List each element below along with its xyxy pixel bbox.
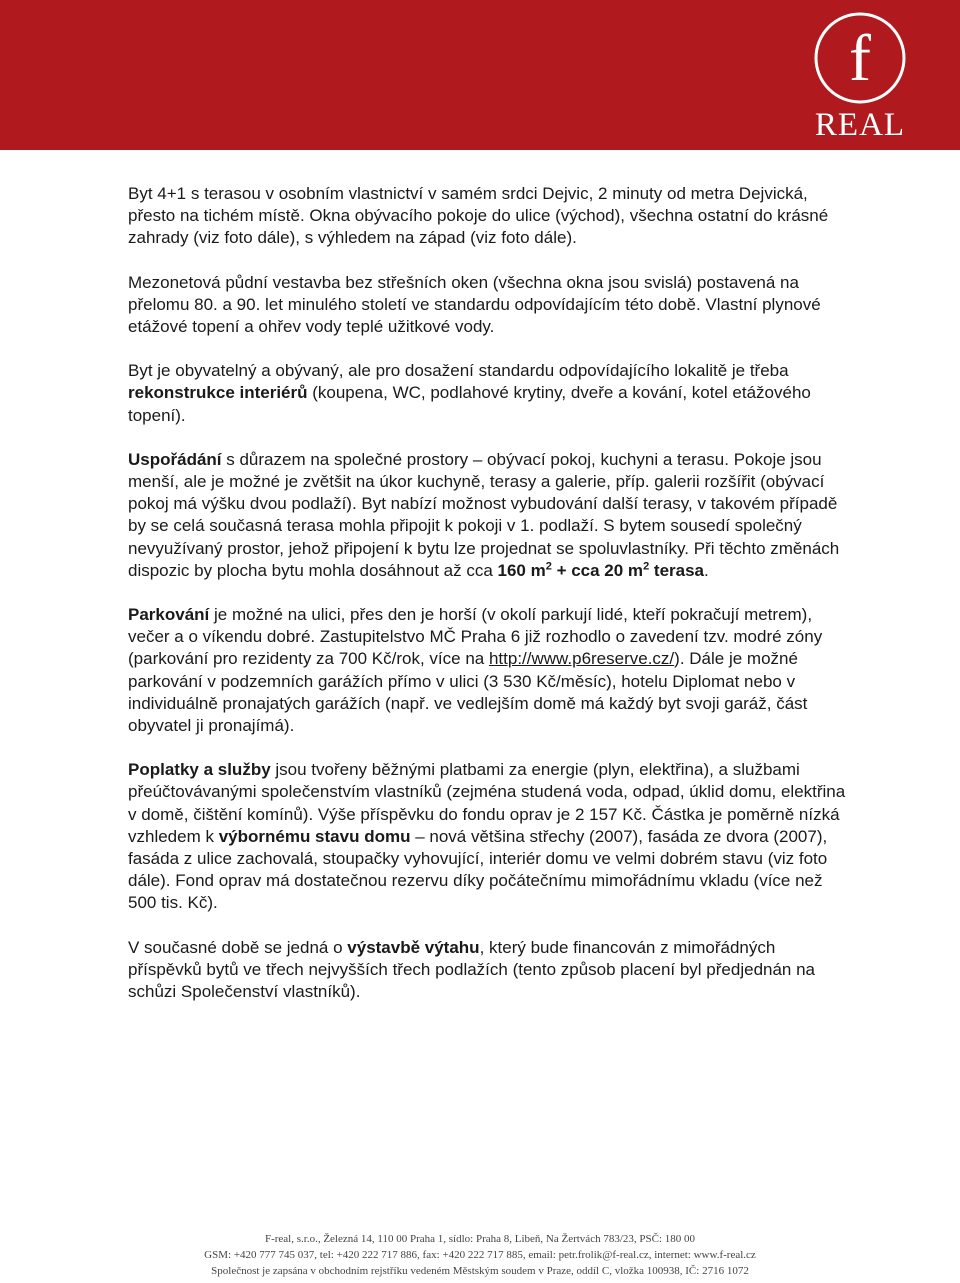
paragraph-elevator: V současné době se jedná o výstavbě výtahu, který bude financován z mimořádných příspěvků bytů ve třech nejvyšších třech podlažích (tento způsob placení byl předjednán na schůzi Společenství vlastníků). <box>128 937 816 1002</box>
company-footer <box>0 1231 960 1279</box>
p6reserve-link[interactable]: http://www.p6reserve.cz/ <box>488 649 675 669</box>
paragraph-intro: Byt 4+1 s terasou v osobním vlastnictví v samém srdci Dejvic, 2 minuty od metra Dejvická, přesto na tichém místě. Okna obývacího pokoje do ulice (východ), všechna ostatní do krásné zahrady (viz foto dále), s výhledem na západ (viz foto dále). <box>128 184 829 248</box>
paragraph-condition: Byt je obyvatelný a obývaný, ale pro dosažení standardu odpovídajícího lokalitě je třeba rekonstrukce interiérů (koupena, WC, podlahové krytiny, dveře a kování, kotel etážového topení). <box>128 361 811 425</box>
logo-letter: f <box>849 22 871 95</box>
f-real-logo[interactable] <box>800 6 920 144</box>
paragraph-layout: Uspořádání s důrazem na společné prostory – obývací pokoj, kuchyni a terasu. Pokoje jsou menší, ale je možné je zvětšit na úkor kuchyně, terasy a galerie, příp. galerii rozšířit (obývací pokoj má výšku dvou podlaží). Byt nabízí možnost vybudování další terasy, v takovém případě by se celá současná terasa mohla připojit k pokoji v 1. podlaží. S bytem sousedí společný nevyužívaný prostor, jehož připojení k bytu lze projednat se spoluvlastníky. Při těchto změnách dispozic by plocha bytu mohla dosáhnout až cca 160 $m^2$ + cca 20 $m^2$ terasa. <box>128 449 840 580</box>
footer-registration: Společnost je zapsána v obchodním rejstříku vedeném Městským soudem v Praze, oddíl C, vložka 100938, IČ: 2716 1072 <box>211 1265 749 1277</box>
footer-address: F-real, s.r.o., Železná 14, 110 00 Praha 1, sídlo: Praha 8, Libeň, Na Žertvách 783/23, PSČ: 180 00 <box>264 1233 696 1245</box>
logo-text: REAL <box>814 107 906 143</box>
listing-text <box>128 183 848 1025</box>
paragraph-parking: Parkování je možné na ulici, přes den je horší (v okolí parkují lidé, kteří pokračují metrem), večer a o víkendu dobré. Zastupitelstvo MČ Praha 6 již rozhodlo o zavedení tzv. modré zóny (parkování pro rezidenty za 700 Kč/rok, více na http://www.p6reserve.cz/). Dále je možné parkování v podzemních garážích přímo v ulici (3 530 Kč/měsíc), hotelu Diplomat nebo v individuálně pronajatých garážích (např. ve vedlejším domě má každý byt svoji garáž, část obyvatel ji pronajímá). <box>128 605 823 736</box>
header-bar <box>0 0 960 150</box>
paragraph-attic: Mezonetová půdní vestavba bez střešních oken (všechna okna jsou svislá) postavená na přelomu 80. a 90. let minulého století ve standardu odpovídajícím této době. Vlastní plynové etážové topení a ohřev vody teplé užitkové vody. <box>128 272 821 337</box>
footer-contact: GSM: +420 777 745 037, tel: +420 222 717 886, fax: +420 222 717 885, email: petr.frolik@f-real.cz, internet: www.f-real.cz <box>204 1249 756 1261</box>
paragraph-fees: Poplatky a služby jsou tvořeny běžnými platbami za energie (plyn, elektřina), a službami přeúčtovávanými společenstvím vlastníků (zejména studená voda, odpad, úklid domu, elektřina v domě, čištění komínů). Výše příspěvku do fondu oprav je 2 157 Kč. Částka je poměrně nízká vzhledem k výbornému stavu domu – nová většina střechy (2007), fasáda ze dvora (2007), fasáda z ulice zachovalá, stoupačky vyhovující, interiér domu ve velmi dobrém stavu (viz foto dále). Fond oprav má dostatečnou rezervu díky počátečnímu mimořádnímu vkladu (více než 500 tis. Kč). <box>128 760 846 913</box>
